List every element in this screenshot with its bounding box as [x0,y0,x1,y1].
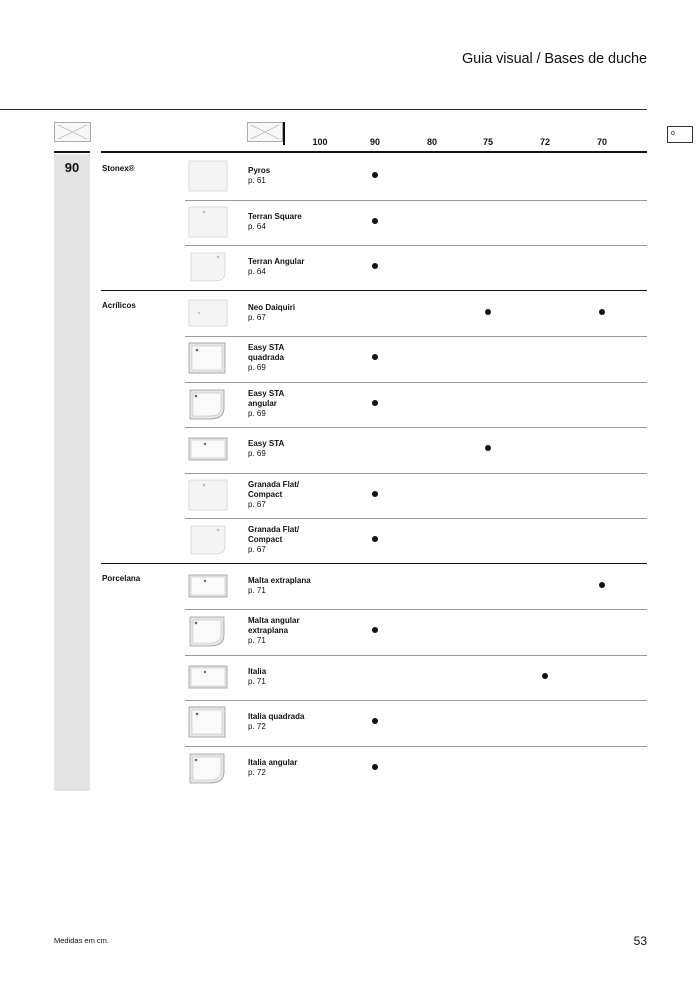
row-divider [185,700,647,701]
page-number: 53 [633,934,647,948]
product-name-text: Easy STA angular [248,388,285,408]
placeholder-image-icon [247,122,283,142]
product-page-ref: p. 61 [248,176,266,185]
availability-dot [372,354,378,360]
column-header-80: 80 [426,137,437,147]
product-name-text: Granada Flat/ Compact [248,479,300,499]
column-header-70: 70 [596,137,607,147]
product-name-text: Easy STA [248,439,285,448]
product-name [248,439,328,459]
row-divider [185,655,647,656]
header-rule [54,151,90,153]
placeholder-image-icon [54,122,91,142]
product-name [248,712,328,732]
group-divider [101,290,647,292]
product-name [248,616,328,646]
product-name-text: Italia quadrada [248,712,305,721]
column-header-75: 75 [482,137,493,147]
product-page-ref: p. 64 [248,221,266,231]
column-header-72: 72 [539,137,550,147]
product-page-ref: p. 69 [248,408,266,418]
product-family-label: Stonex® [102,164,135,173]
product-name-text: Easy STA quadrada [248,343,285,362]
size-label: 90 [64,160,80,175]
row-divider [185,427,647,428]
side-tab: o [667,126,693,143]
product-name [248,166,328,186]
product-thumbnail [188,297,228,329]
header-rule [101,151,647,153]
product-name-text: Italia [248,666,267,676]
row-divider [185,336,647,337]
product-name-text: Terran Angular [248,257,305,266]
availability-dot [372,764,378,770]
product-thumbnail [188,160,228,192]
footnote: Medidas em cm. [54,936,110,945]
product-family-label: Acrílicos [102,300,136,310]
availability-dot [599,582,605,588]
page-title: Guia visual / Bases de duche [461,51,647,67]
product-page-ref: p. 71 [248,676,266,686]
product-page-ref: p. 64 [248,267,266,276]
availability-dot [542,673,548,679]
row-divider [185,609,647,610]
product-thumbnail [188,251,228,283]
header-divider [0,109,647,110]
product-page-ref: p. 67 [248,545,266,554]
product-name [248,576,328,596]
availability-dot [372,218,378,224]
availability-dot [599,309,605,315]
availability-dot [372,536,378,542]
product-thumbnail [188,433,228,465]
product-page-ref: p. 69 [248,363,266,372]
product-name [248,343,328,373]
availability-dot [372,491,378,497]
header-marker [283,122,285,145]
product-name [248,667,328,687]
product-thumbnail [188,388,228,420]
product-page-ref: p. 71 [248,585,266,595]
product-name [248,257,328,277]
product-page-ref: p. 67 [248,499,266,509]
product-page-ref: p. 72 [248,767,266,777]
product-thumbnail [188,206,228,238]
product-name-text: Terran Square [248,211,302,221]
product-page-ref: p. 71 [248,636,266,645]
product-page-ref: p. 67 [248,312,266,322]
product-thumbnail [188,752,228,784]
availability-dot [372,718,378,724]
product-name [248,525,328,555]
product-family-label: Porcelana [102,573,141,583]
column-header-100: 100 [312,137,328,147]
product-name [248,212,328,232]
product-thumbnail [188,524,228,556]
row-divider [185,200,647,201]
size-column [54,154,90,791]
availability-dot [372,263,378,269]
product-name-text: Malta angular extraplana [248,616,300,635]
product-page-ref: p. 69 [248,449,266,458]
availability-dot [372,172,378,178]
product-thumbnail [188,661,228,693]
product-name [248,480,328,510]
product-page-ref: p. 72 [248,722,266,731]
product-name-text: Pyros [248,166,271,175]
availability-dot [485,445,491,451]
product-name-text: Neo Daiquiri [248,302,296,312]
product-name-text: Granada Flat/ Compact [248,525,300,544]
row-divider [185,473,647,474]
row-divider [185,518,647,519]
product-thumbnail [188,570,228,602]
row-divider [185,245,647,246]
row-divider [185,382,647,383]
product-thumbnail [188,479,228,511]
availability-dot [372,400,378,406]
product-name [248,758,328,778]
product-thumbnail [188,342,228,374]
column-header-90: 90 [369,137,380,147]
group-divider [101,563,647,565]
availability-dot [485,309,491,315]
product-thumbnail [188,706,228,738]
product-name-text: Italia angular [248,757,298,767]
availability-dot [372,627,378,633]
row-divider [185,746,647,747]
product-name [248,303,328,323]
product-thumbnail [188,615,228,647]
product-name-text: Malta extraplana [248,575,311,585]
product-name [248,389,328,419]
